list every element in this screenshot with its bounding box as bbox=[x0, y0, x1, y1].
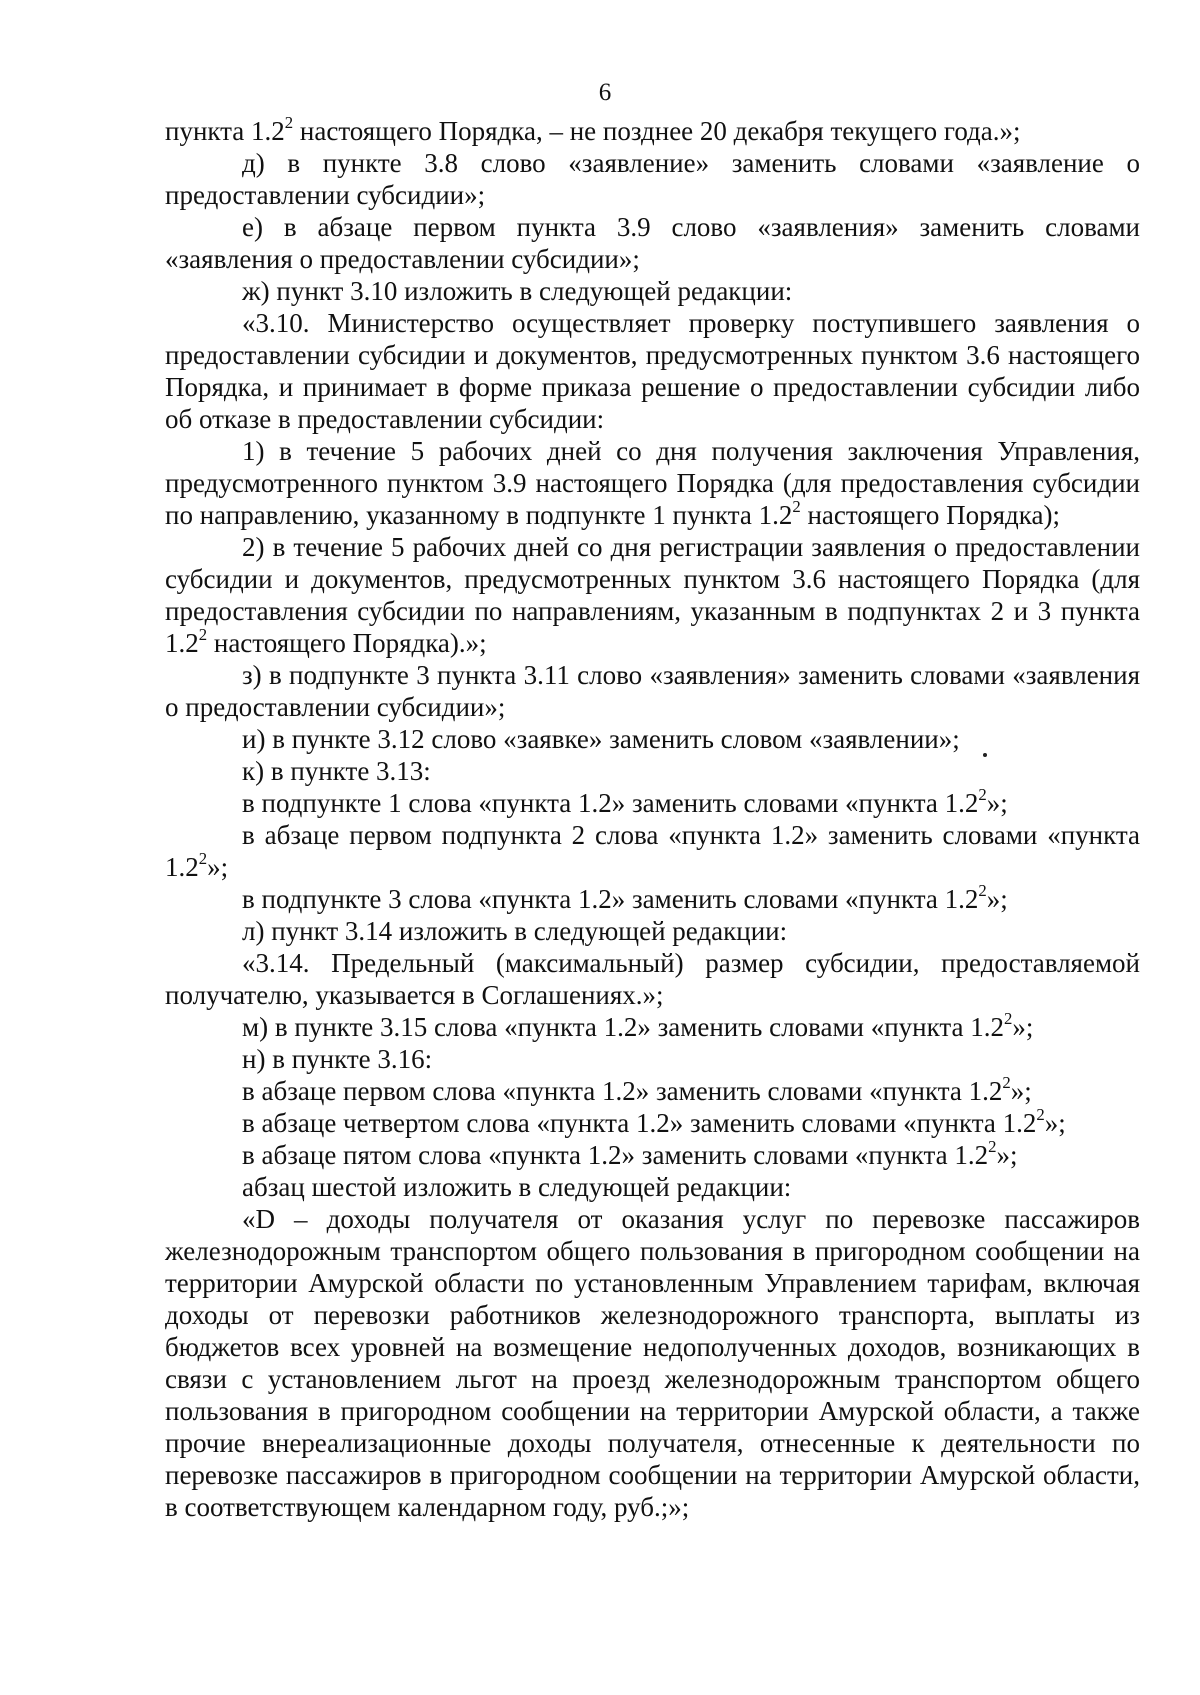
paragraph: в абзаце первом подпункта 2 слова «пункта 1.2» заменить словами «пункта $1.2^2$»; bbox=[165, 820, 1140, 882]
paragraph: м) в пункте 3.15 слова «пункта 1.2» заменить словами «пункта $1.2^2$»; bbox=[242, 1009, 1034, 1042]
paragraph: «3.14. Предельный (максимальный) размер субсидии, предоставляемой получателю, указывается в Соглашениях.»; bbox=[165, 948, 1140, 1010]
paragraph: в подпункте 3 слова «пункта 1.2» заменить словами «пункта $1.2^2$»; bbox=[242, 881, 1008, 914]
document-body bbox=[165, 115, 1140, 1523]
paragraph: ж) пункт 3.10 изложить в следующей редакции: bbox=[242, 276, 793, 306]
paragraph: н) в пункте 3.16: bbox=[242, 1044, 433, 1074]
paragraph: и) в пункте 3.12 слово «заявке» заменить словом «заявлении»; bbox=[242, 724, 960, 754]
paragraph: в подпункте 1 слова «пункта 1.2» заменить словами «пункта $1.2^2$»; bbox=[242, 785, 1008, 818]
paragraph: л) пункт 3.14 изложить в следующей редакции: bbox=[242, 916, 788, 946]
paragraph: в абзаце четвертом слова «пункта 1.2» заменить словами «пункта $1.2^2$»; bbox=[242, 1105, 1066, 1138]
paragraph: «D – доходы получателя от оказания услуг по перевозке пассажиров железнодорожным транспортом общего пользования в пригородном сообщении на территории Амурской области по установленным Управлением тарифам, включая доходы от перевозки работников железнодорожного транспорта, выплаты из бюджетов всех уровней на возмещение недополученных доходов, возникающих в связи с установлением льгот на проезд железнодорожным транспортом общего пользования в пригородном сообщении на территории Амурской области, а также прочие внереализационные доходы получателя, отнесенные к деятельности по перевозке пассажиров в пригородном сообщении на территории Амурской области, в соответствующем календарном году, руб.;»; bbox=[165, 1204, 1140, 1522]
paragraph: пункта $1.2^2$ настоящего Порядка, – не позднее 20 декабря текущего года.»; bbox=[165, 113, 1021, 146]
paragraph: «3.10. Министерство осуществляет проверку поступившего заявления о предоставлении субсидии и документов, предусмотренных пунктом 3.6 настоящего Порядка, и принимает в форме приказа решение о предоставлении субсидии либо об отказе в предоставлении субсидии: bbox=[165, 308, 1140, 434]
scan-speck bbox=[983, 753, 987, 757]
paragraph: к) в пункте 3.13: bbox=[242, 756, 431, 786]
paragraph: абзац шестой изложить в следующей редакции: bbox=[242, 1172, 792, 1202]
paragraph: в абзаце пятом слова «пункта 1.2» заменить словами «пункта $1.2^2$»; bbox=[242, 1137, 1018, 1170]
paragraph: 2) в течение 5 рабочих дней со дня регистрации заявления о предоставлении субсидии и документов, предусмотренных пунктом 3.6 настоящего Порядка (для предоставления субсидии по направлениям, указанным в подпунктах 2 и 3 пункта $1.2^2$ настоящего Порядка).»; bbox=[165, 532, 1140, 658]
paragraph: е) в абзаце первом пункта 3.9 слово «заявления» заменить словами «заявления о предоставлении субсидии»; bbox=[165, 212, 1140, 274]
paragraph: 1) в течение 5 рабочих дней со дня получения заключения Управления, предусмотренного пунктом 3.9 настоящего Порядка (для предоставления субсидии по направлению, указанному в подпункте 1 пункта $1.2^2$ настоящего Порядка); bbox=[165, 436, 1140, 530]
page-number: 6 bbox=[598, 79, 612, 106]
paragraph: в абзаце первом слова «пункта 1.2» заменить словами «пункта $1.2^2$»; bbox=[242, 1073, 1032, 1106]
paragraph: д) в пункте 3.8 слово «заявление» заменить словами «заявление о предоставлении субсидии»; bbox=[165, 148, 1140, 210]
paragraph: з) в подпункте 3 пункта 3.11 слово «заявления» заменить словами «заявления о предоставлении субсидии»; bbox=[165, 660, 1140, 722]
